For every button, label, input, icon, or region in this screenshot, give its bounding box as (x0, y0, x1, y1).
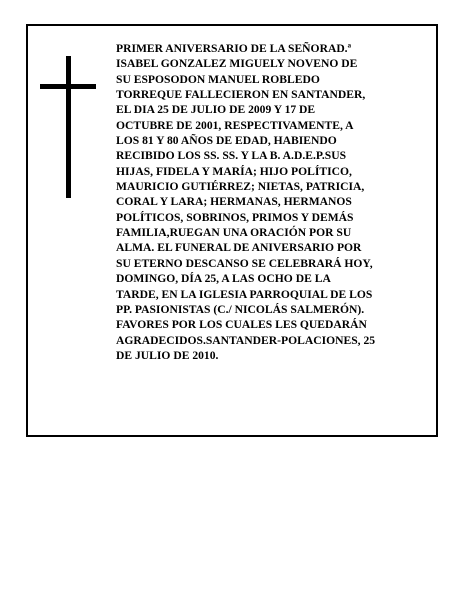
obituary-line: AGRADECIDOS.SANTANDER-POLACIONES, 25 (116, 333, 376, 347)
obituary-line: ISABEL GONZALEZ MIGUELY NOVENO DE (116, 57, 358, 71)
cross-vertical-bar (66, 56, 71, 198)
obituary-notice-box (26, 24, 438, 437)
obituary-line: RECIBIDO LOS SS. SS. Y LA B. A.D.E.P.SUS (116, 149, 347, 163)
obituary-line: TORREQUE FALLECIERON EN SANTANDER, (116, 88, 366, 102)
obituary-line: HIJAS, FIDELA Y MARÍA; HIJO POLÍTICO, (116, 164, 352, 178)
obituary-line: MAURICIO GUTIÉRREZ; NIETAS, PATRICIA, (116, 180, 365, 194)
obituary-line: OCTUBRE DE 2001, RESPECTIVAMENTE, A (116, 118, 354, 132)
obituary-line: FAVORES POR LOS CUALES LES QUEDARÁN (116, 318, 367, 332)
obituary-line: DE JULIO DE 2010. (116, 348, 219, 362)
obituary-line: LOS 81 Y 80 AÑOS DE EDAD, HABIENDO (116, 134, 337, 148)
latin-cross-icon (40, 56, 96, 198)
obituary-line: ALMA. EL FUNERAL DE ANIVERSARIO POR (116, 241, 362, 255)
obituary-line: DOMINGO, DÍA 25, A LAS OCHO DE LA (116, 272, 331, 286)
obituary-line: SU ESPOSODON MANUEL ROBLEDO (116, 72, 320, 86)
obituary-line: EL DIA 25 DE JULIO DE 2009 Y 17 DE (116, 103, 316, 117)
obituary-line: PP. PASIONISTAS (C./ NICOLÁS SALMERÓN). (116, 302, 365, 316)
obituary-line: SU ETERNO DESCANSO SE CELEBRARÁ HOY, (116, 256, 373, 270)
obituary-line: POLÍTICOS, SOBRINOS, PRIMOS Y DEMÁS (116, 210, 354, 224)
obituary-line: PRIMER ANIVERSARIO DE LA SEÑORAD.ª (116, 42, 352, 55)
obituary-line: TARDE, EN LA IGLESIA PARROQUIAL DE LOS (116, 287, 373, 301)
obituary-text (116, 41, 426, 363)
cross-horizontal-bar (40, 84, 96, 89)
obituary-line: FAMILIA,RUEGAN UNA ORACIÓN POR SU (116, 226, 352, 240)
obituary-line: CORAL Y LARA; HERMANAS, HERMANOS (116, 195, 352, 209)
